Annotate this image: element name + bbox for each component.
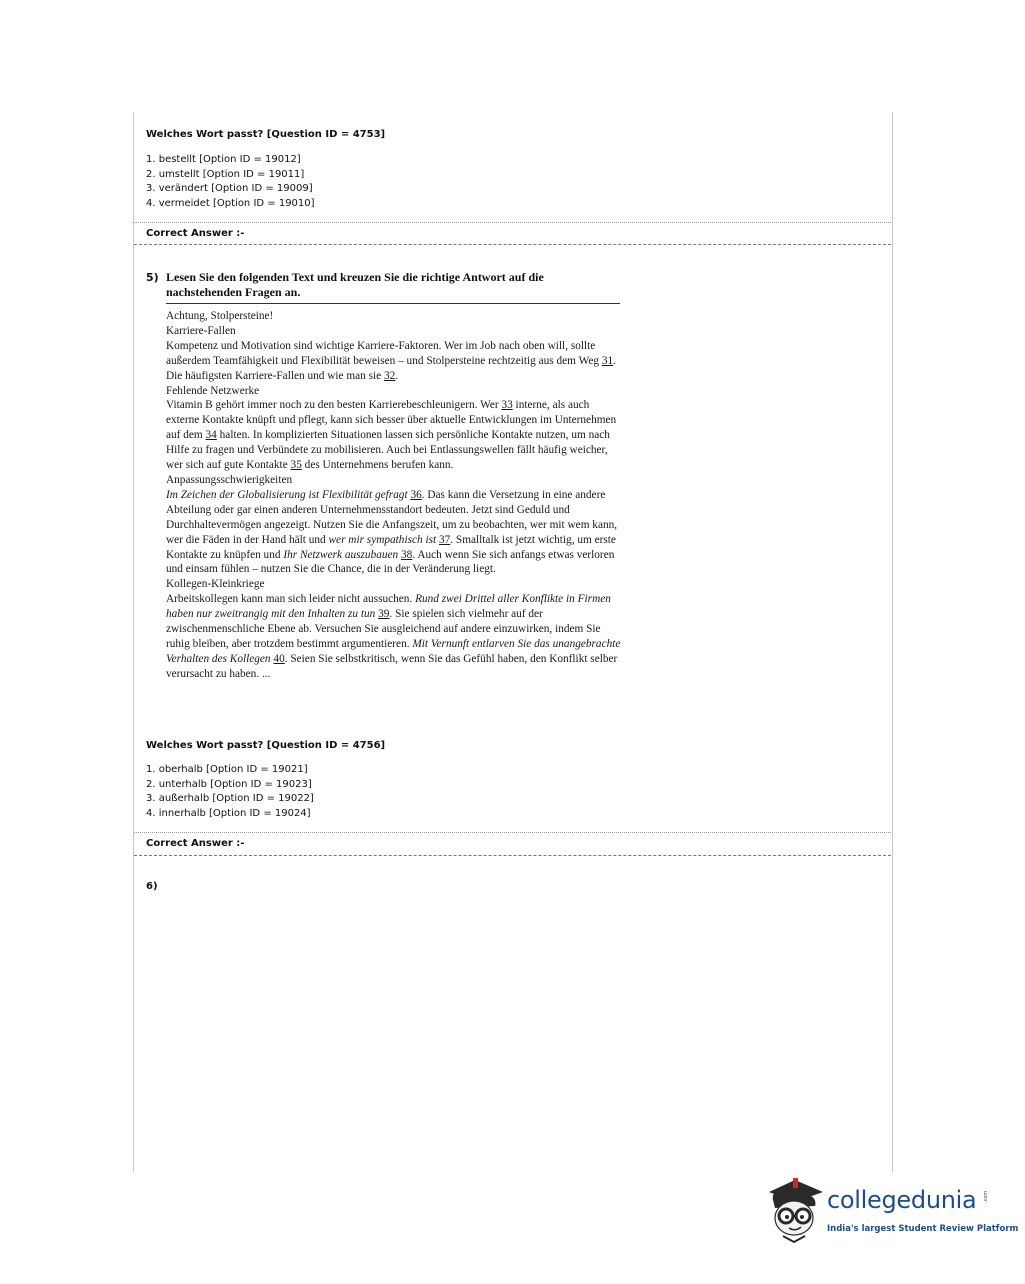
passage-paragraph: Kompetenz und Motivation sind wichtige Karriere-Faktoren. Wer im Job nach oben will, sollte außerdem Teamfähigkeit und Flexibilität beweisen – und Stolpersteine rechtzeitig aus dem Weg 31. Die häufigsten Karriere-Fallen und wie man sie 32.	[166, 339, 616, 382]
passage-title: Achtung, Stolpersteine!	[166, 310, 274, 322]
correct-answer-label: Correct Answer :-	[146, 838, 245, 849]
passage-paragraph: Im Zeichen der Globalisierung ist Flexibilität gefragt 36. Das kann die Versetzung in eine andere Abteilung oder gar einen anderen Unternehmensstandort bedeuten. Jetzt sind Geduld und Durchhaltevermögen angezeigt. Nutzen Sie die Anfangszeit, um zu beobachten, wer mit wem kann, wer die Fäden in der Hand hält und wer mir sympathisch ist 37. Smalltalk ist jetzt wichtig, um erste Kontakte zu knüpfen und Ihr Netzwerk auszubauen 38. Auch wenn Sie sich anfangs etwas verloren und einsam fühlen – nutzen Sie die Chance, die in der Veränderung liegt.	[166, 488, 618, 576]
divider	[134, 832, 891, 833]
passage-paragraph: Arbeitskollegen kann man sich leider nicht aussuchen. Rund zwei Drittel aller Konflikte in Firmen haben nur zweitrangig mit den Inhalten zu tun 39. Sie spielen sich vielmehr auf der zwischenmenschliche Ebene ab. Versuchen Sie ausgleichend auf andere einzuwirken, indem Sie ruhig bleiben, aber trotzdem bestimmt argumentieren. Mit Vernunft entlarven Sie das unangebrachte Verhalten des Kollegen 40. Seien Sie selbstkritisch, wenn Sie das Gefühl haben, den Konflikt selber verursacht zu haben. ...	[166, 593, 621, 680]
option-item: 2. umstellt [Option ID = 19011]	[146, 168, 305, 180]
logo-suffix: .com	[983, 1190, 989, 1203]
gap-36: 36	[410, 488, 422, 501]
gap-35: 35	[290, 459, 302, 472]
question-number: 5)	[146, 271, 159, 284]
section-heading: Karriere-Fallen	[166, 324, 236, 337]
option-item: 3. außerhalb [Option ID = 19022]	[146, 793, 314, 805]
instruction-rule	[166, 303, 620, 304]
correct-answer-label: Correct Answer :-	[146, 228, 245, 239]
logo-wordmark: collegedunia	[827, 1186, 977, 1214]
gap-37: 37	[438, 533, 451, 546]
option-item: 1. bestellt [Option ID = 19012]	[146, 154, 301, 165]
option-item: 2. unterhalb [Option ID = 19023]	[146, 778, 312, 790]
option-item: 1. oberhalb [Option ID = 19021]	[146, 764, 308, 775]
question-4-heading: Welches Wort passt? [Question ID = 4753]	[146, 129, 386, 140]
reading-passage	[166, 309, 622, 682]
gap-32: 32	[384, 369, 396, 382]
question-5-options	[146, 763, 314, 821]
option-item: 3. verändert [Option ID = 19009]	[146, 183, 313, 195]
gap-39: 39	[378, 608, 390, 621]
option-item: 4. innerhalb [Option ID = 19024]	[146, 807, 311, 819]
gap-34: 34	[205, 429, 217, 442]
question-instruction	[166, 270, 616, 300]
collegedunia-logo	[765, 1176, 1019, 1248]
gap-31: 31	[601, 354, 614, 367]
divider	[134, 244, 891, 245]
logo-tagline: India's largest Student Review Platform	[827, 1224, 1019, 1234]
gap-33: 33	[501, 399, 513, 412]
divider	[134, 222, 891, 223]
divider	[134, 855, 891, 856]
gap-38: 38	[401, 548, 413, 561]
mascot-icon	[765, 1176, 825, 1248]
passage-paragraph: Vitamin B gehört immer noch zu den besten Karrierebeschleunigern. Wer 33 interne, als auch externe Kontakte knüpft und pflegt, kann sich besser über aktuelle Entwicklungen im Unternehmen auf dem 34 halten. In komplizierten Situationen lassen sich persönliche Kontakte nutzen, um nach Hilfe zu fragen und Verbündete zu mobilisieren. Auch bei Entlassungswellen fällt häufig weicher, wer sich auf gute Kontakte 35 des Unternehmens berufen kann.	[166, 399, 617, 472]
question-5-heading: Welches Wort passt? [Question ID = 4756]	[146, 740, 386, 751]
section-heading: Kollegen-Kleinkriege	[166, 578, 265, 591]
option-item: 4. vermeidet [Option ID = 19010]	[146, 197, 315, 209]
section-heading: Fehlende Netzwerke	[166, 384, 260, 397]
instruction-line: Lesen Sie den folgenden Text und kreuzen Sie die richtige Antwort auf die	[166, 270, 544, 284]
question-number: 6)	[146, 881, 158, 892]
section-heading: Anpassungsschwierigkeiten	[166, 473, 293, 486]
question-4-options	[146, 153, 315, 211]
gap-40: 40	[273, 652, 285, 665]
instruction-line: nachstehenden Fragen an.	[166, 285, 301, 299]
